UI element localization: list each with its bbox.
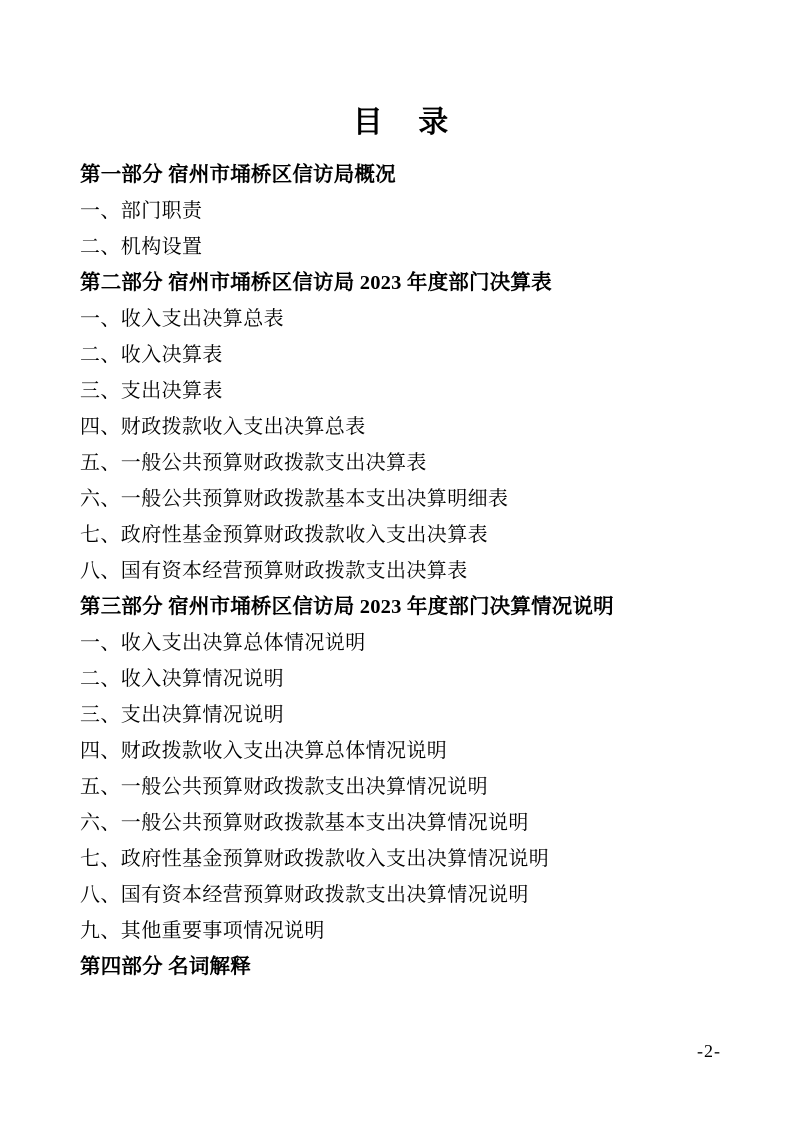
toc-entry[interactable]: 二、机构设置 xyxy=(80,236,203,258)
table-of-contents xyxy=(80,157,721,985)
toc-entry[interactable]: 二、收入决算表 xyxy=(80,344,223,366)
toc-entry[interactable]: 第三部分 宿州市埇桥区信访局 2023 年度部门决算情况说明 xyxy=(80,596,614,618)
toc-entry[interactable]: 七、政府性基金预算财政拨款收入支出决算表 xyxy=(80,524,488,546)
toc-entry[interactable]: 八、国有资本经营预算财政拨款支出决算表 xyxy=(80,560,468,582)
page-number: -2- xyxy=(697,1041,721,1061)
toc-entry[interactable]: 二、收入决算情况说明 xyxy=(80,668,284,690)
toc-entry[interactable]: 第四部分 名词解释 xyxy=(80,956,251,978)
toc-entry[interactable]: 五、一般公共预算财政拨款支出决算表 xyxy=(80,452,427,474)
toc-entry[interactable]: 一、收入支出决算总体情况说明 xyxy=(80,632,366,654)
toc-entry[interactable]: 八、国有资本经营预算财政拨款支出决算情况说明 xyxy=(80,884,529,906)
toc-entry[interactable]: 一、收入支出决算总表 xyxy=(80,308,284,330)
toc-entry[interactable]: 三、支出决算情况说明 xyxy=(80,704,284,726)
toc-entry[interactable]: 四、财政拨款收入支出决算总表 xyxy=(80,416,366,438)
toc-entry[interactable]: 四、财政拨款收入支出决算总体情况说明 xyxy=(80,740,448,762)
toc-entry[interactable]: 五、一般公共预算财政拨款支出决算情况说明 xyxy=(80,776,488,798)
toc-entry[interactable]: 七、政府性基金预算财政拨款收入支出决算情况说明 xyxy=(80,848,550,870)
toc-entry[interactable]: 第二部分 宿州市埇桥区信访局 2023 年度部门决算表 xyxy=(80,272,552,294)
toc-entry[interactable]: 第一部分 宿州市埇桥区信访局概况 xyxy=(80,164,396,186)
page-title: 目 录 xyxy=(352,106,463,139)
toc-entry[interactable]: 一、部门职责 xyxy=(80,200,203,222)
toc-entry[interactable]: 九、其他重要事项情况说明 xyxy=(80,920,325,942)
toc-entry[interactable]: 六、一般公共预算财政拨款基本支出决算明细表 xyxy=(80,488,509,510)
toc-entry[interactable]: 三、支出决算表 xyxy=(80,380,223,402)
toc-entry[interactable]: 六、一般公共预算财政拨款基本支出决算情况说明 xyxy=(80,812,529,834)
